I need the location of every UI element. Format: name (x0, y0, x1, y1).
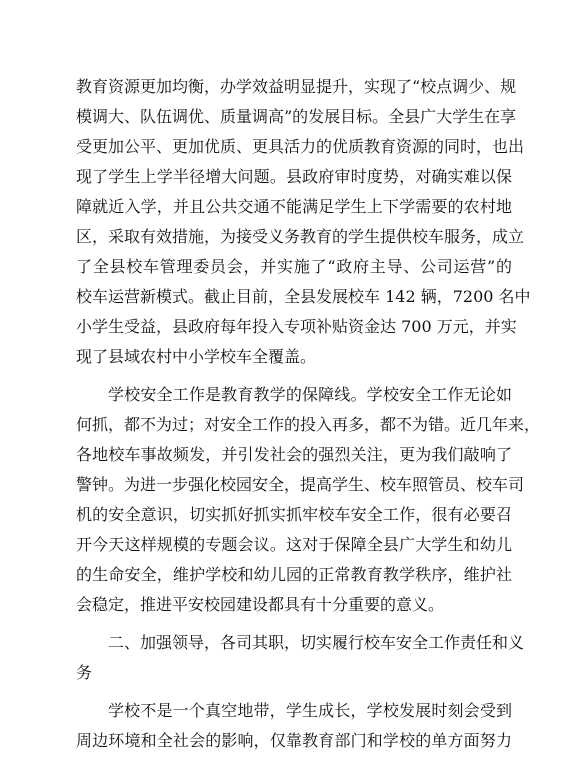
paragraph-2-line-8: 会稳定，推进平安校园建设都具有十分重要的意义。 (76, 595, 445, 614)
paragraph-2-line-1: 学校安全工作是教育教学的保障线。学校安全工作无论如 (108, 385, 512, 404)
paragraph-2-line-3: 各地校车事故频发，并引发社会的强烈关注，更为我们敲响了 (76, 445, 512, 464)
paragraph-1-line-7: 了全县校车管理委员会，并实施了“政府主导、公司运营”的 (76, 257, 512, 276)
paragraph-2-line-5: 机的安全意识，切实抓好抓实抓牢校车安全工作，很有必要召 (76, 505, 512, 524)
paragraph-1-line-9: 小学生受益，县政府每年投入专项补贴资金达 700 万元，并实 (76, 317, 517, 336)
paragraph-1-line-6: 区，采取有效措施，为接受义务教育的学生提供校车服务，成立 (76, 227, 525, 246)
paragraph-1-line-3: 受更加公平、更加优质、更具活力的优质教育资源的同时，也出 (76, 137, 525, 156)
paragraph-1-line-1: 教育资源更加均衡，办学效益明显提升，实现了“校点调少、规 (76, 77, 517, 96)
paragraph-1-line-5: 障就近入学，并且公共交通不能满足学生上下学需要的农村地 (76, 197, 512, 216)
paragraph-2-line-7: 的生命安全，维护学校和幼儿园的正常教育教学秩序，维护社 (76, 565, 512, 584)
paragraph-1-line-4: 现了学生上学半径增大问题。县政府审时度势，对确实难以保 (76, 167, 512, 186)
paragraph-2-line-2: 何抓，都不为过；对安全工作的投入再多，都不为错。近几年来， (76, 415, 541, 434)
paragraph-1-line-8: 校车运营新模式。截止目前，全县发展校车 142 辆，7200 名中 (76, 287, 531, 306)
paragraph-3-line-1: 学校不是一个真空地带，学生成长，学校发展时刻会受到 (108, 701, 512, 720)
paragraph-2-line-4: 警钟。为进一步强化校园安全，提高学生、校车照管员、校车司 (76, 475, 525, 494)
paragraph-1-line-10: 现了县域农村中小学校车全覆盖。 (76, 347, 317, 366)
paragraph-2-line-6: 开今天这样规模的专题会议。这对于保障全县广大学生和幼儿 (76, 535, 512, 554)
section-heading-line-2: 务 (76, 663, 93, 682)
section-heading-line-1: 二、加强领导，各司其职，切实履行校车安全工作责任和义 (108, 633, 525, 652)
paragraph-1-line-2: 模调大、队伍调优、质量调高”的发展目标。全县广大学生在享 (76, 107, 517, 126)
paragraph-3-line-2: 周边环境和全社会的影响，仅靠教育部门和学校的单方面努力 (76, 731, 512, 750)
